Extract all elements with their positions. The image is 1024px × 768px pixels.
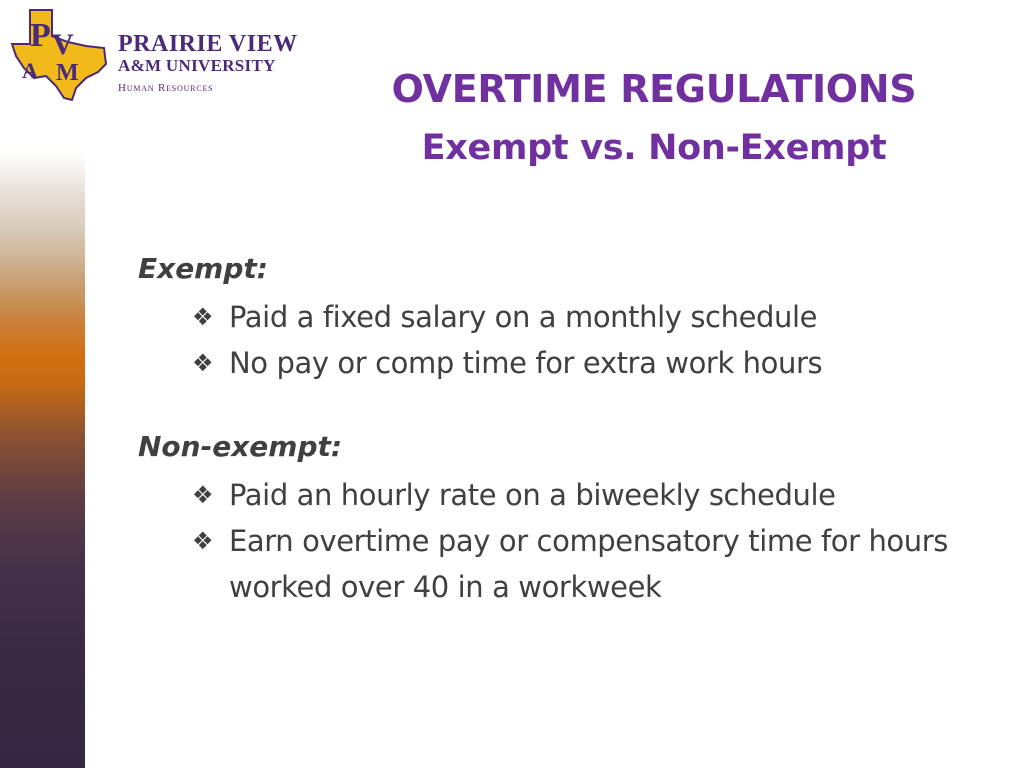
non-exempt-bullet-list [138, 472, 998, 610]
four-diamond-bullet-icon: ❖ [192, 527, 214, 555]
logo-wordmark [118, 32, 298, 96]
bullet-item [138, 340, 998, 386]
four-diamond-bullet-icon: ❖ [192, 349, 214, 377]
texas-monogram-icon [8, 6, 113, 101]
bullet-item [138, 472, 998, 518]
bullet-item [138, 518, 998, 610]
four-diamond-bullet-icon: ❖ [192, 481, 214, 509]
logo-university-name: PRAIRIE VIEW [118, 31, 298, 57]
bullet-text: No pay or comp time for extra work hours [229, 346, 823, 380]
title-subtitle: Exempt vs. Non-Exempt [421, 128, 887, 168]
svg-text:A: A [22, 58, 38, 83]
four-diamond-bullet-icon: ❖ [192, 303, 214, 331]
bullet-text: Earn overtime pay or compensatory time for hours worked over 40 in a workweek [229, 524, 948, 604]
bullet-item [138, 294, 998, 340]
svg-text:M: M [56, 60, 79, 86]
bullet-text: Paid a fixed salary on a monthly schedule [229, 300, 818, 334]
section-heading-exempt: Exempt: [138, 252, 268, 285]
university-logo [8, 6, 298, 101]
decorative-gradient-bar [0, 152, 85, 768]
logo-department: Human Resources [118, 82, 214, 94]
svg-text:V: V [52, 28, 74, 61]
slide-content [138, 248, 998, 610]
title-main: OVERTIME REGULATIONS [391, 67, 917, 111]
section-heading-non-exempt: Non-exempt: [138, 430, 343, 463]
slide-title [330, 66, 978, 170]
logo-university-subname: A&M UNIVERSITY [118, 56, 276, 75]
exempt-bullet-list [138, 294, 998, 386]
section-spacer [138, 386, 998, 426]
svg-text:P: P [30, 17, 51, 54]
bullet-text: Paid an hourly rate on a biweekly schedule [229, 478, 836, 512]
